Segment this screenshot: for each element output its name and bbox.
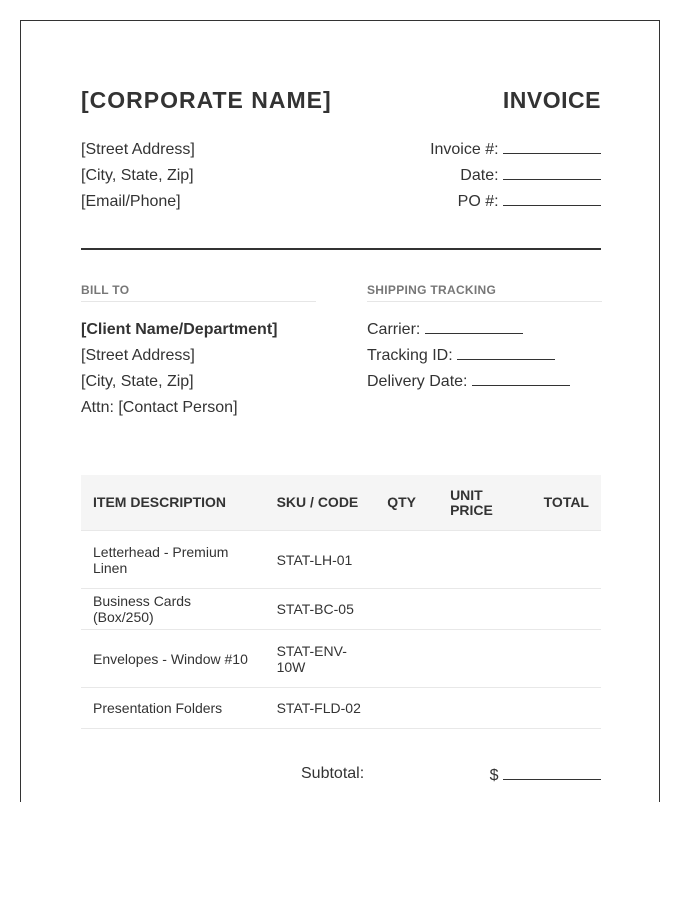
item-unit-price[interactable]	[438, 688, 522, 729]
item-description: Business Cards (Box/250)	[81, 589, 265, 630]
item-sku: STAT-FLD-02	[265, 688, 376, 729]
client-name: [Client Name/Department]	[81, 321, 278, 338]
po-blank[interactable]	[503, 191, 601, 206]
shipping-block	[367, 317, 570, 395]
item-total[interactable]	[522, 531, 601, 589]
sender-street: [Street Address]	[81, 141, 195, 158]
item-total[interactable]	[522, 688, 601, 729]
shipping-tracking-heading: SHIPPING TRACKING	[367, 283, 602, 302]
sender-address	[81, 137, 195, 215]
item-description: Envelopes - Window #10	[81, 630, 265, 688]
document-title: INVOICE	[502, 87, 601, 113]
items-table	[81, 475, 601, 729]
delivery-date-row	[367, 369, 570, 395]
bill-to-heading: BILL TO	[81, 283, 316, 302]
item-unit-price[interactable]	[438, 630, 522, 688]
item-description: Presentation Folders	[81, 688, 265, 729]
invoice-number-label: Invoice #:	[430, 141, 499, 158]
item-sku: STAT-LH-01	[265, 531, 376, 589]
po-row	[430, 189, 601, 215]
table-row	[81, 531, 601, 589]
subtotal-blank[interactable]	[503, 765, 601, 780]
sender-city: [City, State, Zip]	[81, 167, 194, 184]
client-street: [Street Address]	[81, 347, 195, 364]
header-unit-price: UNIT PRICE	[438, 475, 522, 531]
header-sku: SKU / CODE	[265, 475, 376, 531]
item-unit-price[interactable]	[438, 589, 522, 630]
date-row	[430, 163, 601, 189]
invoice-page	[20, 20, 660, 802]
client-city: [City, State, Zip]	[81, 373, 194, 390]
item-total[interactable]	[522, 630, 601, 688]
tracking-id-row	[367, 343, 570, 369]
tracking-id-blank[interactable]	[457, 345, 555, 360]
carrier-blank[interactable]	[425, 319, 523, 334]
client-attn: Attn: [Contact Person]	[81, 399, 238, 416]
invoice-meta	[430, 137, 601, 215]
invoice-number-row	[430, 137, 601, 163]
company-name: [CORPORATE NAME]	[81, 87, 332, 113]
table-row	[81, 630, 601, 688]
table-row	[81, 688, 601, 729]
item-sku: STAT-BC-05	[265, 589, 376, 630]
po-label: PO #:	[457, 193, 499, 210]
bill-to-block	[81, 317, 277, 421]
header-divider	[81, 248, 601, 250]
item-qty[interactable]	[375, 688, 438, 729]
item-total[interactable]	[522, 589, 601, 630]
subtotal-value	[490, 765, 601, 785]
subtotal-label: Subtotal:	[301, 765, 365, 782]
delivery-date-label: Delivery Date:	[367, 373, 468, 390]
item-qty[interactable]	[375, 589, 438, 630]
date-label: Date:	[460, 167, 499, 184]
carrier-label: Carrier:	[367, 321, 421, 338]
carrier-row	[367, 317, 570, 343]
item-qty[interactable]	[375, 630, 438, 688]
item-description: Letterhead - Premium Linen	[81, 531, 265, 589]
invoice-number-blank[interactable]	[503, 139, 601, 154]
tracking-id-label: Tracking ID:	[367, 347, 453, 364]
date-blank[interactable]	[503, 165, 601, 180]
header-qty: QTY	[375, 475, 438, 531]
delivery-date-blank[interactable]	[472, 371, 570, 386]
item-qty[interactable]	[375, 531, 438, 589]
header-total: TOTAL	[522, 475, 601, 531]
item-sku: STAT-ENV-10W	[265, 630, 376, 688]
currency-symbol: $	[489, 767, 499, 784]
item-unit-price[interactable]	[438, 531, 522, 589]
header-description: ITEM DESCRIPTION	[81, 475, 265, 531]
table-row	[81, 589, 601, 630]
sender-contact: [Email/Phone]	[81, 193, 181, 210]
items-table-header	[81, 475, 601, 531]
